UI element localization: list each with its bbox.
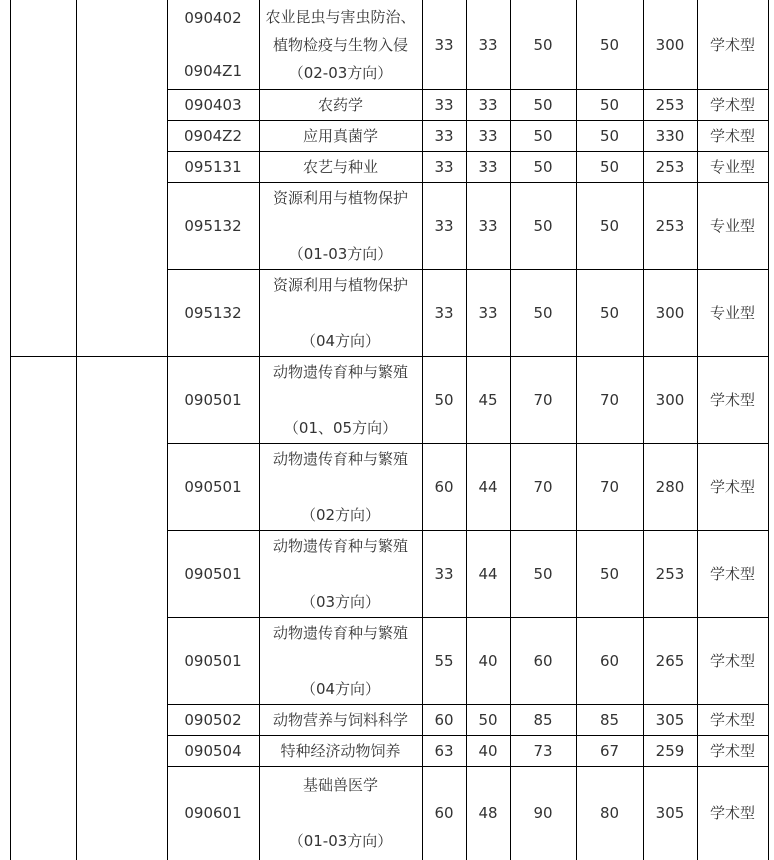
major-code: 090501 [184,651,242,670]
total-score: 253 [655,157,685,176]
subject1-score: 50 [533,35,553,54]
english-cell [466,443,510,530]
subject2-cell [576,704,643,735]
english-cell [466,120,510,151]
total-cell [643,151,697,182]
subject2-score: 85 [599,710,620,729]
major-name-line: （04方向） [300,679,381,698]
major-name-cell [259,269,422,356]
english-cell [466,530,510,617]
major-name-line: 资源利用与植物保护 [272,188,408,207]
subject1-cell [510,89,576,120]
type-score: 学术型 [709,710,755,729]
subject2-score: 60 [599,651,620,670]
subject1-score: 50 [533,126,553,145]
subject2-score: 67 [599,741,620,760]
english-cell [466,89,510,120]
english-score: 33 [478,157,498,176]
major-name-cell [259,443,422,530]
type-cell [697,356,768,443]
type-score: 专业型 [709,303,755,322]
major-code: 090601 [184,804,242,822]
major-name-line: 农艺与种业 [302,157,378,176]
politics-cell [422,443,466,530]
major-name-line: （02-03方向） [288,63,393,82]
major-code-cell [167,182,259,269]
major-name-line: （02方向） [300,505,381,524]
english-cell [466,0,510,89]
major-name-line: 动物遗传育种与繁殖 [272,623,408,642]
politics-cell [422,617,466,704]
major-name-line: （04方向） [300,331,381,350]
type-cell [697,269,768,356]
english-cell [466,151,510,182]
english-score: 50 [478,710,498,729]
total-cell [643,89,697,120]
subject1-cell [510,735,576,766]
major-code: 0904Z1 [184,62,242,80]
type-score: 学术型 [709,390,755,409]
subject2-score: 50 [599,303,620,322]
major-code-cell [167,269,259,356]
major-name-line: 资源利用与植物保护 [272,275,408,294]
type-cell [697,182,768,269]
politics-score: 60 [434,710,454,729]
major-name-line: 应用真菌学 [302,126,378,145]
politics-score: 60 [434,477,454,496]
type-score: 学术型 [709,477,755,496]
english-score: 45 [478,390,498,409]
english-score: 33 [478,126,498,145]
subject1-score: 70 [533,390,553,409]
type-score: 学术型 [709,804,755,822]
politics-score: 50 [434,390,454,409]
total-score: 330 [655,126,685,145]
subject1-score: 50 [533,95,553,114]
total-cell [643,704,697,735]
subject1-score: 50 [533,564,553,583]
subject1-cell [510,0,576,89]
major-name-line: 植物检疫与生物入侵 [272,35,408,54]
total-score: 305 [655,804,685,822]
subject1-cell [510,182,576,269]
major-code: 090501 [184,477,242,496]
major-name-line: 动物遗传育种与繁殖 [272,362,408,381]
total-cell [643,269,697,356]
total-score: 253 [655,95,685,114]
english-score: 33 [478,216,498,235]
type-cell [697,766,768,860]
subject1-cell [510,269,576,356]
major-code: 090502 [184,710,242,729]
type-cell [697,151,768,182]
subject2-cell [576,89,643,120]
major-name-line: （01-03方向） [288,832,393,850]
major-name-cell [259,766,422,860]
subject2-cell [576,530,643,617]
major-code: 0904Z2 [184,126,242,145]
major-name-cell [259,0,422,89]
type-cell [697,617,768,704]
major-code-cell [167,356,259,443]
type-score: 专业型 [709,216,755,235]
english-score: 33 [478,35,498,54]
major-code: 090504 [184,741,242,760]
politics-score: 33 [434,303,454,322]
type-cell [697,735,768,766]
politics-cell [422,151,466,182]
subject1-cell [510,530,576,617]
major-name-line: 特种经济动物饲养 [280,741,401,760]
major-name-cell [259,120,422,151]
english-score: 40 [478,741,498,760]
politics-score: 60 [434,804,454,822]
major-name-line: 农药学 [317,95,363,114]
major-name-cell [259,530,422,617]
major-name-cell [259,151,422,182]
subject2-cell [576,617,643,704]
major-code-cell [167,530,259,617]
subject1-cell [510,151,576,182]
subject2-score: 70 [599,477,620,496]
subject1-cell [510,766,576,860]
total-score: 265 [655,651,685,670]
subject2-score: 50 [599,564,620,583]
total-score: 300 [655,303,685,322]
english-score: 33 [478,95,498,114]
major-name-line: 基础兽医学 [302,776,378,794]
major-name-line: （01-03方向） [288,244,393,263]
subject1-score: 50 [533,157,553,176]
subject2-score: 80 [599,804,620,822]
type-cell [697,89,768,120]
english-cell [466,356,510,443]
subject2-cell [576,182,643,269]
politics-cell [422,766,466,860]
type-score: 学术型 [709,651,755,670]
politics-cell [422,735,466,766]
subject2-cell [576,269,643,356]
subject1-cell [510,120,576,151]
type-cell [697,704,768,735]
major-name-cell [259,704,422,735]
type-score: 学术型 [709,126,755,145]
major-code: 095131 [184,157,242,176]
major-code-cell [167,617,259,704]
politics-score: 33 [434,157,454,176]
english-score: 33 [478,303,498,322]
major-name-line: 动物遗传育种与繁殖 [272,536,408,555]
subject1-cell [510,356,576,443]
major-name-cell [259,89,422,120]
subject1-score: 90 [533,804,553,822]
politics-cell [422,356,466,443]
major-name-line: （03方向） [300,592,381,611]
politics-cell [422,182,466,269]
english-score: 44 [478,477,498,496]
politics-cell [422,89,466,120]
politics-cell [422,120,466,151]
major-name-cell [259,182,422,269]
subject2-cell [576,443,643,530]
major-name-cell [259,735,422,766]
subject1-score: 50 [533,303,553,322]
english-score: 44 [478,564,498,583]
major-code-cell [167,120,259,151]
total-cell [643,182,697,269]
type-score: 学术型 [709,95,755,114]
major-code: 090402 [184,9,242,27]
total-score: 253 [655,216,685,235]
politics-score: 55 [434,651,454,670]
politics-score: 33 [434,35,454,54]
major-code-cell [167,89,259,120]
politics-score: 33 [434,564,454,583]
major-code-cell [167,766,259,860]
major-name-line: 农业昆虫与害虫防治、 [265,7,416,26]
english-cell [466,182,510,269]
subject1-score: 60 [533,651,553,670]
english-cell [466,735,510,766]
type-score: 学术型 [709,564,755,583]
total-cell [643,443,697,530]
politics-score: 63 [434,741,454,760]
english-cell [466,704,510,735]
total-cell [643,356,697,443]
total-score: 253 [655,564,685,583]
major-code: 095132 [184,303,242,322]
subject2-score: 50 [599,157,620,176]
total-score: 280 [655,477,685,496]
subject2-cell [576,151,643,182]
subject2-score: 50 [599,216,620,235]
subject2-score: 50 [599,35,620,54]
total-cell [643,120,697,151]
english-cell [466,766,510,860]
subject1-score: 73 [533,741,553,760]
total-score: 300 [655,390,685,409]
english-cell [466,269,510,356]
subject1-cell [510,443,576,530]
total-score: 305 [655,710,685,729]
major-code-cell [167,443,259,530]
major-name-cell [259,617,422,704]
type-score: 专业型 [709,157,755,176]
total-cell [643,0,697,89]
major-code-cell [167,0,259,89]
subject1-score: 50 [533,216,553,235]
type-cell [697,443,768,530]
major-name-cell [259,356,422,443]
total-score: 300 [655,35,685,54]
politics-cell [422,269,466,356]
major-name-line: 动物营养与饲料科学 [272,710,408,729]
politics-cell [422,530,466,617]
politics-score: 33 [434,126,454,145]
total-cell [643,735,697,766]
subject1-score: 70 [533,477,553,496]
subject1-cell [510,617,576,704]
type-cell [697,120,768,151]
total-cell [643,617,697,704]
subject2-score: 70 [599,390,620,409]
subject2-cell [576,356,643,443]
subject1-score: 85 [533,710,553,729]
subject2-cell [576,120,643,151]
major-code: 090403 [184,95,242,114]
subject1-cell [510,704,576,735]
subject2-cell [576,735,643,766]
subject2-score: 50 [599,95,620,114]
total-cell [643,530,697,617]
total-score: 259 [655,741,685,760]
type-score: 学术型 [709,35,755,54]
politics-score: 33 [434,95,454,114]
english-score: 48 [478,804,498,822]
major-code-cell [167,704,259,735]
major-code: 090501 [184,564,242,583]
subject2-cell [576,766,643,860]
type-score: 学术型 [709,741,755,760]
type-cell [697,530,768,617]
total-cell [643,766,697,860]
politics-cell [422,704,466,735]
major-code-cell [167,151,259,182]
major-name-line: 动物遗传育种与繁殖 [272,449,408,468]
major-code: 095132 [184,216,242,235]
major-name-line: （01、05方向） [283,418,398,437]
english-score: 40 [478,651,498,670]
subject2-score: 50 [599,126,620,145]
politics-score: 33 [434,216,454,235]
politics-cell [422,0,466,89]
english-cell [466,617,510,704]
subject2-cell [576,0,643,89]
type-cell [697,0,768,89]
major-code: 090501 [184,390,242,409]
major-code-cell [167,735,259,766]
